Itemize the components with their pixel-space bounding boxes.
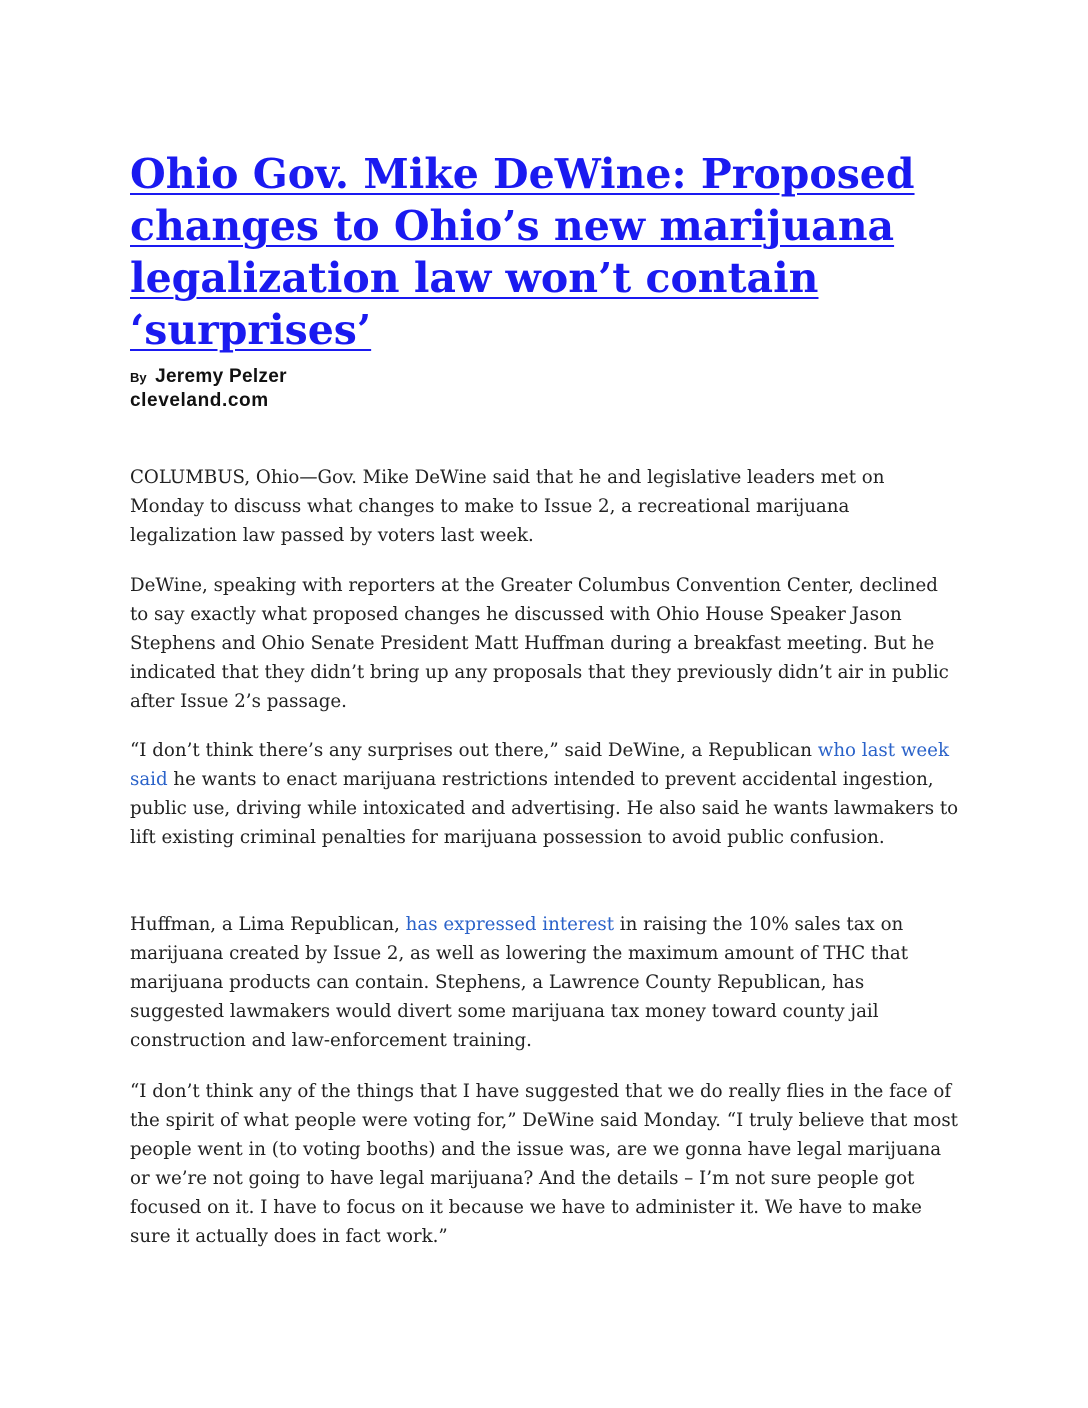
paragraph-4-text-start: Huffman, a Lima Republican, (130, 914, 406, 935)
paragraph-4 (130, 910, 960, 1055)
paragraph-4-text-end: in raising the 10% sales tax on marijuana created by Issue 2, as well as lowering the maximum amount of THC that marijuana products can contain. Stephens, a Lawrence County Republican, has suggested lawmakers would divert some marijuana tax money toward county jail construction and law-enforcement training. (130, 914, 909, 1051)
paragraph-1: COLUMBUS, Ohio—Gov. Mike DeWine said that he and legislative leaders met on Monday to discuss what changes to make to Issue 2, a recreational marijuana legalization law passed by voters last week. (130, 467, 885, 546)
paragraph-3 (130, 736, 960, 852)
has-expressed-interest-link[interactable]: has expressed interest (405, 914, 615, 935)
byline-prefix: By (130, 370, 147, 385)
who-last-week-said-link[interactable]: who last week said (130, 740, 949, 790)
paragraph-3-text-end: he wants to enact marijuana restrictions intended to prevent accidental ingestion, public use, driving while intoxicated and advertising. He also said he wants lawmakers to lift existing criminal penalties for marijuana possession to avoid public confusion. (130, 769, 959, 848)
paragraph-2: DeWine, speaking with reporters at the Greater Columbus Convention Center, declined to say exactly what proposed changes he discussed with Ohio House Speaker Jason Stephens and Ohio Senate President Matt Huffman during a breakfast meeting. But he indicated that they didn’t bring up any proposals that they previously didn’t air in public after Issue 2’s passage. (130, 575, 949, 712)
article-headline-link[interactable]: Ohio Gov. Mike DeWine: Proposed changes to Ohio’s new marijuana legalization law won’t contain ‘surprises’ (130, 150, 915, 354)
byline-source: cleveland.com (130, 390, 269, 411)
paragraph-5: “I don’t think any of the things that I have suggested that we do really flies in the face of the spirit of what people were voting for,” DeWine said Monday. “I truly believe that most people went in (to voting booths) and the issue was, are we gonna have legal marijuana or we’re not going to have legal marijuana? And the details – I’m not sure people got focused on it. I have to focus on it because we have to administer it. We have to make sure it actually does in fact work.” (130, 1081, 958, 1247)
byline-author: Jeremy Pelzer (155, 366, 287, 387)
paragraph-3-text-start: “I don’t think there’s any surprises out there,” said DeWine, a Republican (130, 740, 818, 761)
byline (130, 366, 287, 412)
